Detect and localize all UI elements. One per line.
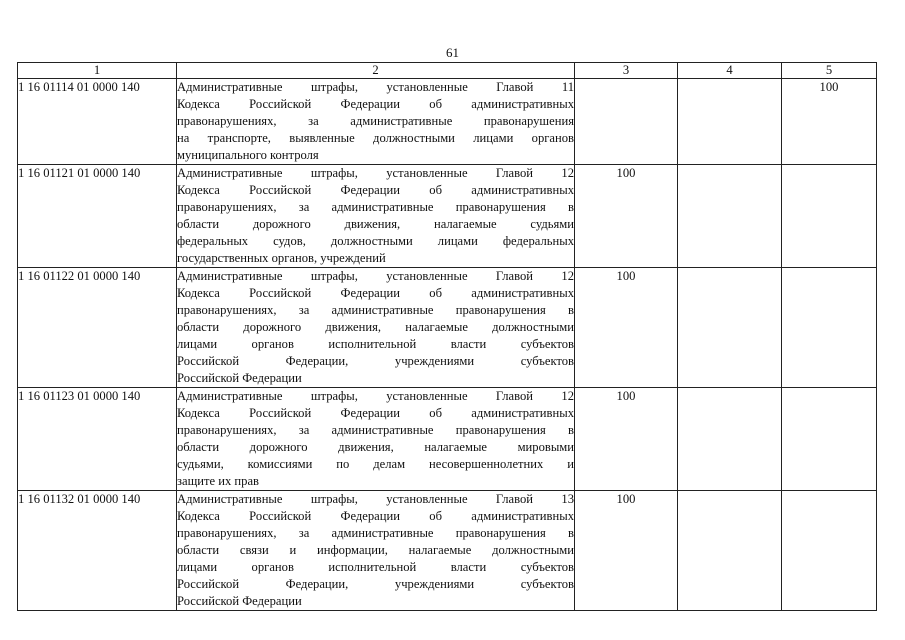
- description-line: защите их прав: [177, 474, 260, 488]
- col-5-value: 100: [782, 79, 877, 165]
- description-line: лицами органов исполнительной власти субъектов: [177, 337, 574, 351]
- col-5-value: [782, 491, 877, 611]
- description-line: муниципального контроля: [177, 148, 319, 162]
- income-description: [177, 268, 575, 388]
- description-line: Кодекса Российской Федерации об административных: [177, 509, 574, 523]
- col-3-value: [575, 79, 678, 165]
- description-line: лицами органов исполнительной власти субъектов: [177, 560, 574, 574]
- budget-classification-table: [17, 62, 877, 611]
- col-4-value: [678, 79, 782, 165]
- income-description: [177, 165, 575, 268]
- col-4-value: [678, 388, 782, 491]
- col-3-value: 100: [575, 388, 678, 491]
- col-5-value: [782, 388, 877, 491]
- description-line: правонарушениях, за административные правонарушения в: [177, 200, 574, 214]
- description-line: судьями, комиссиями по делам несовершеннолетних и: [177, 457, 574, 471]
- col-4-value: [678, 491, 782, 611]
- description-line: правонарушениях, за административные правонарушения: [177, 114, 574, 128]
- description-line: Административные штрафы, установленные Главой 11: [177, 80, 574, 94]
- header-col-2: 2: [177, 63, 575, 79]
- income-description: [177, 491, 575, 611]
- header-col-3: 3: [575, 63, 678, 79]
- page-number: 61: [446, 45, 459, 60]
- description-line: Российской Федерации, учреждениями субъектов: [177, 354, 574, 368]
- kbk-code: 1 16 01114 01 0000 140: [18, 79, 177, 165]
- kbk-code: 1 16 01123 01 0000 140: [18, 388, 177, 491]
- description-line: правонарушениях, за административные правонарушения в: [177, 526, 574, 540]
- header-col-5: 5: [782, 63, 877, 79]
- description-line: Российской Федерации, учреждениями субъектов: [177, 577, 574, 591]
- description-line: государственных органов, учреждений: [177, 251, 386, 265]
- description-line: Кодекса Российской Федерации об административных: [177, 183, 574, 197]
- header-col-1: 1: [18, 63, 177, 79]
- table-row: [18, 79, 877, 165]
- col-3-value: 100: [575, 165, 678, 268]
- description-line: Кодекса Российской Федерации об административных: [177, 286, 574, 300]
- col-3-value: 100: [575, 491, 678, 611]
- description-line: Административные штрафы, установленные Главой 12: [177, 389, 574, 403]
- table-row: [18, 388, 877, 491]
- description-line: Административные штрафы, установленные Главой 12: [177, 166, 574, 180]
- description-line: области дорожного движения, налагаемые мировыми: [177, 440, 574, 454]
- col-3-value: 100: [575, 268, 678, 388]
- description-line: Административные штрафы, установленные Главой 12: [177, 269, 574, 283]
- description-line: правонарушениях, за административные правонарушения в: [177, 423, 574, 437]
- kbk-code: 1 16 01132 01 0000 140: [18, 491, 177, 611]
- description-line: правонарушениях, за административные правонарушения в: [177, 303, 574, 317]
- col-4-value: [678, 268, 782, 388]
- description-line: Кодекса Российской Федерации об административных: [177, 406, 574, 420]
- description-line: федеральных судов, должностными лицами федеральных: [177, 234, 574, 248]
- table-row: [18, 491, 877, 611]
- income-description: [177, 79, 575, 165]
- table-header-row: [18, 63, 877, 79]
- description-line: Российской Федерации: [177, 371, 302, 385]
- income-description: [177, 388, 575, 491]
- col-4-value: [678, 165, 782, 268]
- description-line: области дорожного движения, налагаемые должностными: [177, 320, 574, 334]
- col-5-value: [782, 268, 877, 388]
- description-line: области связи и информации, налагаемые должностными: [177, 543, 574, 557]
- description-line: Административные штрафы, установленные Главой 13: [177, 492, 574, 506]
- col-5-value: [782, 165, 877, 268]
- description-line: Кодекса Российской Федерации об административных: [177, 97, 574, 111]
- table-row: [18, 268, 877, 388]
- header-col-4: 4: [678, 63, 782, 79]
- description-line: Российской Федерации: [177, 594, 302, 608]
- kbk-code: 1 16 01122 01 0000 140: [18, 268, 177, 388]
- table-row: [18, 165, 877, 268]
- description-line: области дорожного движения, налагаемые судьями: [177, 217, 574, 231]
- kbk-code: 1 16 01121 01 0000 140: [18, 165, 177, 268]
- description-line: на транспорте, выявленные должностными лицами органов: [177, 131, 574, 145]
